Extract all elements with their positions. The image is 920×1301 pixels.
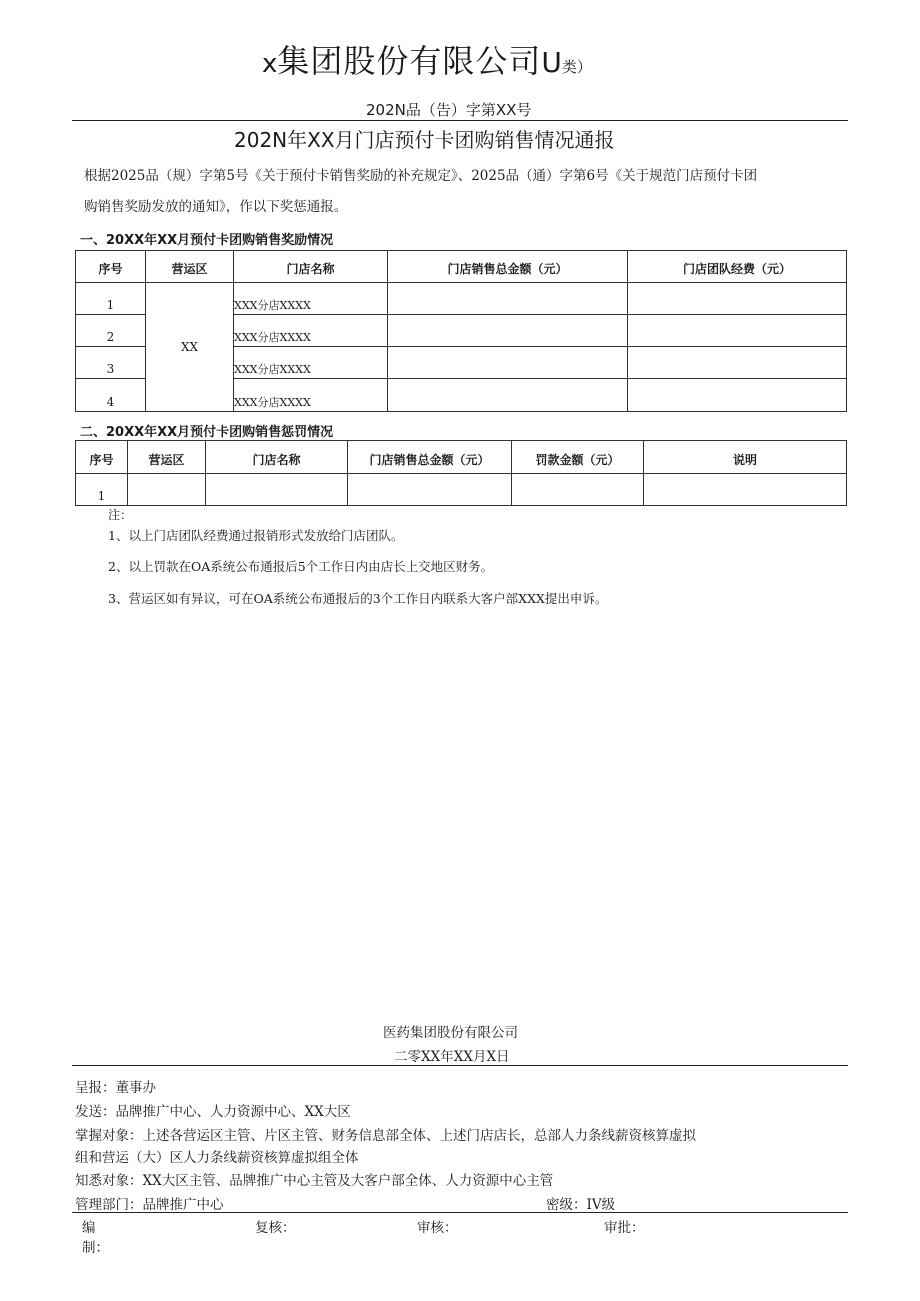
- penalty-table: [75, 440, 847, 506]
- sales-amount: [388, 379, 628, 412]
- send-to: 发送：品牌推广中心、人力资源中心、XX大区: [75, 1104, 351, 1120]
- table-row: [76, 283, 847, 315]
- aware-objects: 知悉对象：XX大区主管、品牌推广中心主管及大客户部全体、人力资源中心主管: [75, 1173, 554, 1189]
- table-row: [76, 474, 847, 506]
- report-to: 呈报：董事办: [75, 1080, 156, 1096]
- doc-number: 202N品（告）字第XX号: [366, 101, 532, 119]
- col-header-no: 序号: [76, 251, 146, 283]
- reward-table: [75, 250, 847, 412]
- master-objects-line-1: 掌握对象：上述各营运区主管、片区主管、财务信息部全体、上述门店店长，总部人力条线薪资核算虚拟: [75, 1128, 696, 1144]
- col-header-note: 说明: [644, 441, 847, 474]
- team-funds: [628, 315, 847, 347]
- row-no: 2: [76, 315, 146, 347]
- row-no: 3: [76, 347, 146, 379]
- company-category: 类）: [561, 58, 592, 76]
- store-name: XXX分店XXXX: [234, 283, 388, 315]
- signature-company: 医药集团股份有限公司: [383, 1025, 518, 1041]
- team-funds: [628, 283, 847, 315]
- col-header-sales: 门店销售总金额（元）: [388, 251, 628, 283]
- note-cell: [644, 474, 847, 506]
- compile-label-1: 编: [82, 1220, 96, 1236]
- sales-amount: [388, 347, 628, 379]
- managing-dept: 管理部门：品牌推广中心: [75, 1197, 224, 1213]
- company-name: 集团股份有限公司: [277, 42, 542, 80]
- col-header-funds: 门店团队经费（元）: [628, 251, 847, 283]
- sales-amount: [348, 474, 512, 506]
- company-suffix: U: [541, 46, 562, 79]
- note-item-1: 1、以上门店团队经费通过报销形式发放给门店团队。: [108, 528, 404, 543]
- section2-title: 二、20XX年XX月预付卡团购销售惩罚情况: [80, 425, 334, 440]
- approve-label: 审批：: [604, 1220, 645, 1236]
- note-item-2: 2、以上罚款在OA系统公布通报后5个工作日内由店长上交地区财务。: [108, 559, 494, 574]
- col-header-sales: 门店销售总金额（元）: [348, 441, 512, 474]
- row-no: 1: [76, 283, 146, 315]
- team-funds: [628, 379, 847, 412]
- row-no: 1: [76, 474, 128, 506]
- notes-label: 注：: [108, 508, 133, 522]
- secret-level: 密级：IV级: [546, 1197, 616, 1213]
- team-funds: [628, 347, 847, 379]
- note-item-3: 3、营运区如有异议，可在OA系统公布通报后的3个工作日内联系大客户部XXX提出申诉。: [108, 591, 608, 606]
- store-name: XXX分店XXXX: [234, 347, 388, 379]
- review-label: 复核：: [255, 1220, 296, 1236]
- col-header-store: 门店名称: [206, 441, 348, 474]
- intro-line-1: 根据2025品（规）字第5号《关于预付卡销售奖励的补充规定》、2025品（通）字第6号《关于规范门店预付卡团: [84, 168, 758, 184]
- signature-divider: [72, 1065, 848, 1066]
- store-name: XXX分店XXXX: [234, 315, 388, 347]
- master-objects-line-2: 组和营运（大）区人力条线薪资核算虚拟组全体: [75, 1150, 359, 1166]
- region-cell: [128, 474, 206, 506]
- row-no: 4: [76, 379, 146, 412]
- fine-amount: [512, 474, 644, 506]
- col-header-store: 门店名称: [234, 251, 388, 283]
- col-header-region: 营运区: [128, 441, 206, 474]
- header-divider: [72, 120, 848, 121]
- col-header-region: 营运区: [146, 251, 234, 283]
- section1-title: 一、20XX年XX月预付卡团购销售奖励情况: [80, 233, 334, 248]
- col-header-no: 序号: [76, 441, 128, 474]
- sales-amount: [388, 283, 628, 315]
- region-cell: XX: [146, 283, 234, 412]
- signature-date: 二零XX年XX月X日: [394, 1049, 510, 1065]
- intro-line-2: 购销售奖励发放的通知》，作以下奖惩通报。: [84, 199, 348, 215]
- company-prefix: x: [262, 49, 278, 79]
- page-title: 202N年XX月门店预付卡团购销售情况通报: [234, 128, 615, 152]
- footer-divider: [72, 1212, 848, 1213]
- col-header-fine: 罚款金额（元）: [512, 441, 644, 474]
- store-name: [206, 474, 348, 506]
- audit-label: 审核：: [417, 1220, 458, 1236]
- store-name: XXX分店XXXX: [234, 379, 388, 412]
- company-header: [262, 36, 592, 86]
- compile-label-2: 制：: [82, 1240, 109, 1256]
- sales-amount: [388, 315, 628, 347]
